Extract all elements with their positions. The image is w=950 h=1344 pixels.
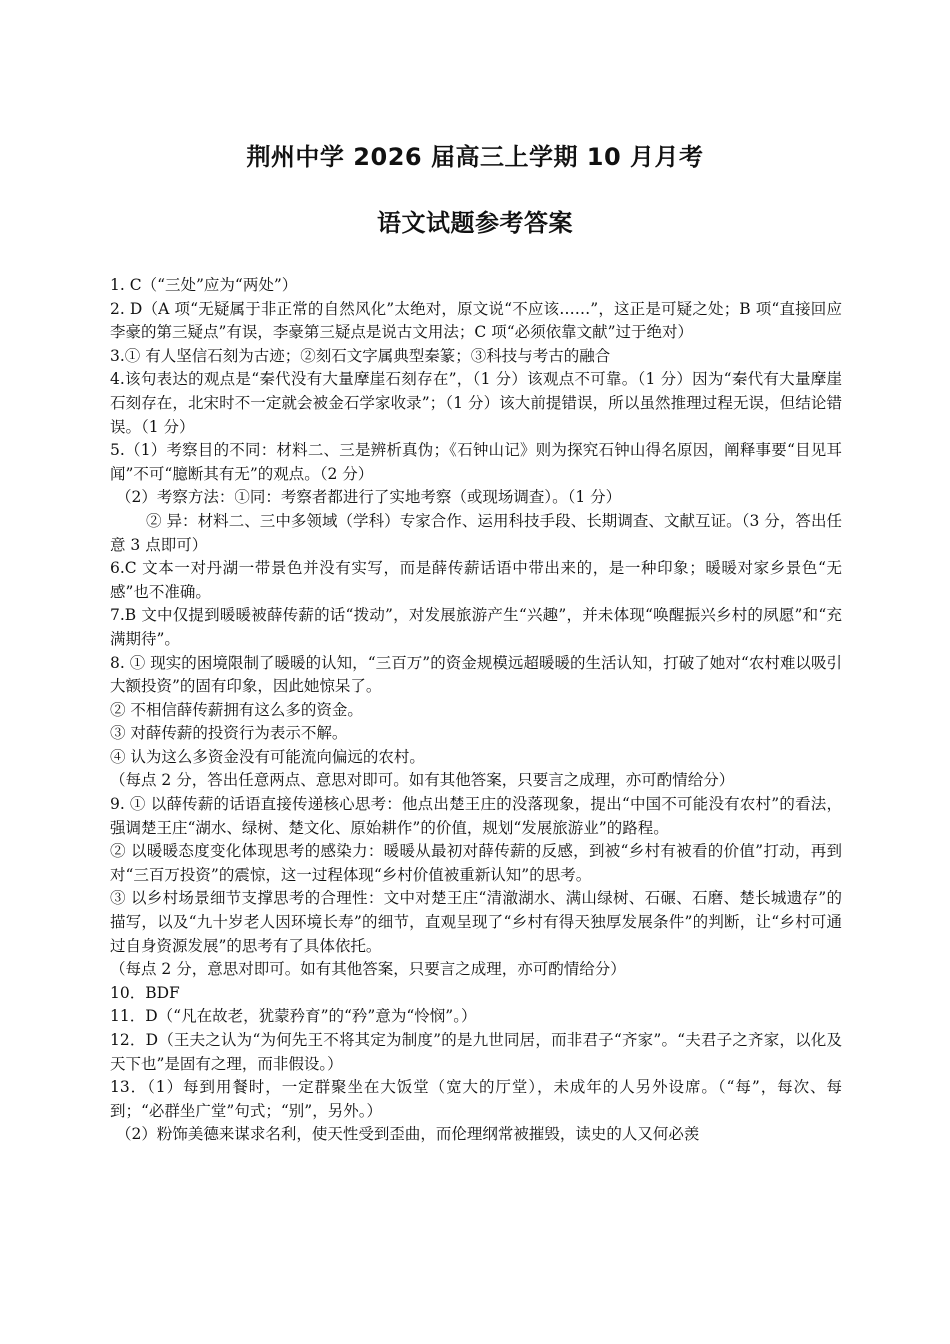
answer-2: 2. D（A 项“无疑属于非正常的自然风化”太绝对，原文说“不应该……”，这正是可疑之处；B 项“直接回应李豪的第三疑点”有误，李豪第三疑点是说古文用法；C 项“必须依靠文献”过于绝对） [110, 299, 842, 342]
answer-list [110, 274, 842, 1147]
answer-4: 4.该句表达的观点是“秦代没有大量摩崖石刻存在”，（1 分）该观点不可靠。（1 分）因为“秦代有大量摩崖石刻存在，北宋时不一定就会被金石学家收录”；（1 分）该大前提错误，所以虽然推理过程无误，但结论错误。（1 分） [110, 370, 842, 436]
answer-5-part-2: （2）考察方法：①同：考察者都进行了实地考察（或现场调查）。（1 分） [116, 488, 622, 507]
answer-8-point-3: ③ 对薛传薪的投资行为表示不解。 [110, 724, 348, 743]
answer-3: 3.① 有人坚信石刻为古迹；②刻石文字属典型秦篆；③科技与考古的融合 [110, 346, 611, 365]
answer-9-point-3: ③ 以乡村场景细节支撑思考的合理性：文中对楚王庄“清澈湖水、满山绿树、石碾、石磨、楚长城遗存”的描写，以及“九十岁老人因环境长寿”的细节，直观呈现了“乡村有得天独厚发展条件”的判断，让“乡村可通过自身资源发展”的思考有了具体依托。 [110, 889, 842, 955]
answer-8-point-2: ② 不相信薛传薪拥有这么多的资金。 [110, 700, 363, 719]
answer-13-part-1: 13．（1）每到用餐时，一定群聚坐在大饭堂（宽大的厅堂），未成年的人另外设席。（“每”，每次、每到；“必群坐广堂”句式；“别”，另外。） [110, 1078, 842, 1120]
answer-7: 7.B 文中仅提到暖暖被薛传薪的话“拨动”，对发展旅游产生“兴趣”，并未体现“唤醒振兴乡村的夙愿”和“充满期待”。 [110, 606, 842, 648]
answer-9-point-1: 9. ① 以薛传薪的话语直接传递核心思考：他点出楚王庄的没落现象，提出“中国不可能没有农村”的看法，强调楚王庄“湖水、绿树、楚文化、原始耕作”的价值，规划“发展旅游业”的路程。 [110, 795, 842, 837]
answer-8-scoring-note: （每点 2 分，答出任意两点、意思对即可。如有其他答案，只要言之成理，亦可酌情给分） [110, 771, 735, 790]
answer-6: 6.C 文本一对丹湖一带景色并没有实写，而是薛传薪话语中带出来的，是一种印象；暖暖对家乡景色“无感”也不准确。 [110, 559, 842, 601]
answer-10: 10．BDF [110, 983, 180, 1002]
answer-5-part-1: 5.（1）考察目的不同：材料二、三是辨析真伪；《石钟山记》则为探究石钟山得名原因，阐释事要“目见耳闻”不可“臆断其有无”的观点。（2 分） [110, 441, 842, 483]
answer-8-point-4: ④ 认为这么多资金没有可能流向偏远的农村。 [110, 747, 425, 766]
answer-9-scoring-note: （每点 2 分，意思对即可。如有其他答案，只要言之成理，亦可酌情给分） [110, 960, 626, 979]
answer-1: 1. C（“三处”应为“两处”） [110, 276, 298, 294]
document-title: 荆州中学 2026 届高三上学期 10 月月考 [246, 143, 704, 171]
document-subtitle: 语文试题参考答案 [377, 209, 573, 237]
answer-12: 12．D（王夫之认为“为何先王不将其定为制度”的是九世同居，而非君子“齐家”。“夫君子之齐家，以化及天下也”是固有之理，而非假设。） [110, 1031, 842, 1073]
answer-9-point-2: ② 以暖暖态度变化体现思考的感染力：暖暖从最初对薛传薪的反感，到被“乡村有被看的价值”打动，再到对“三百万投资”的震惊，这一过程体现“乡村价值被重新认知”的思考。 [110, 842, 842, 884]
answer-8-point-1: 8. ① 现实的困境限制了暖暖的认知，“三百万”的资金规模远超暖暖的生活认知，打破了她对“农村难以吸引大额投资”的固有印象，因此她惊呆了。 [110, 653, 842, 696]
answer-13-part-2: （2）粉饰美德来谋求名利，使天性受到歪曲，而伦理纲常被摧毁，读史的人又何必羡 [116, 1125, 700, 1144]
answer-11: 11．D（“凡在故老，犹蒙矜育”的“矜”意为“怜悯”。） [110, 1007, 477, 1026]
answer-5-part-2-difference: ② 异：材料二、三中多领域（学科）专家合作、运用科技手段、长期调查、文献互证。（3 分，答出任意 3 点即可） [110, 511, 842, 554]
